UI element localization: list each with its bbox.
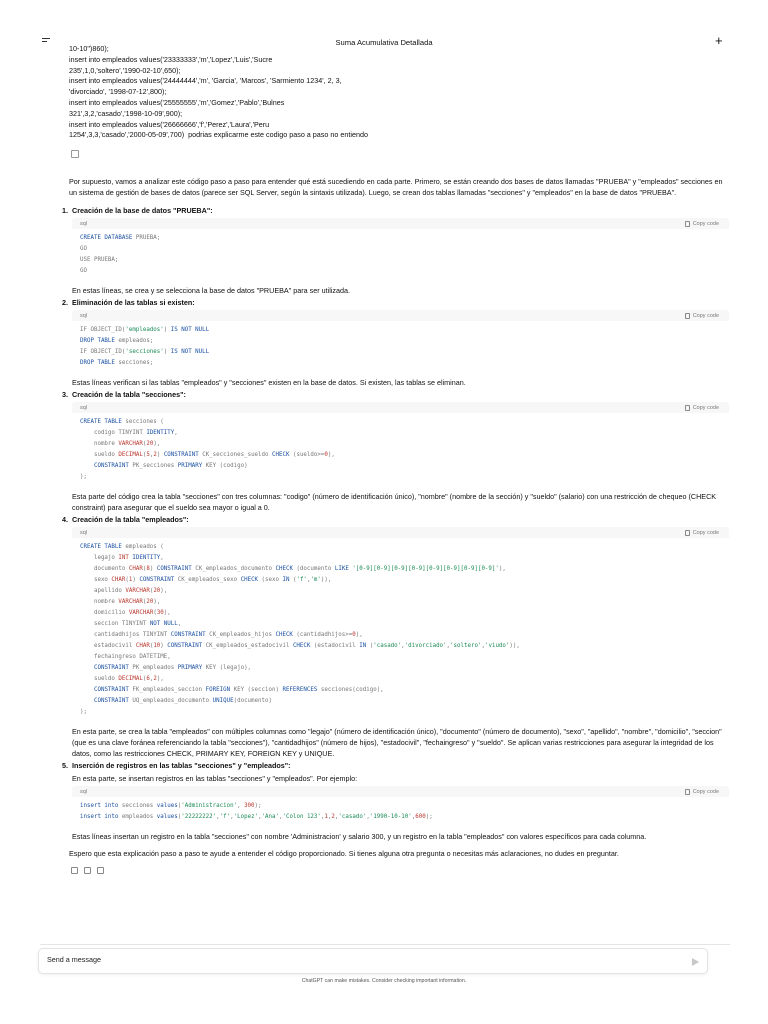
copy-code-button[interactable] xyxy=(685,404,719,412)
code-line: IF OBJECT_ID('secciones') IS NOT NULL xyxy=(80,349,210,355)
code-language-label: sql xyxy=(80,221,88,227)
copy-code-button[interactable] xyxy=(685,529,719,537)
code-line: codigo TINYINT IDENTITY, xyxy=(80,430,178,436)
code-line: CREATE TABLE empleados ( xyxy=(80,544,164,550)
user-message-line: 235',1,0,'soltero','1990-02-10',650); xyxy=(69,65,181,75)
user-message-line: 1254',3,3,'casado','2000-05-09',700) podrias explicarme este codigo paso a paso no entiendo xyxy=(69,130,368,140)
code-line: nombre VARCHAR(20), xyxy=(80,441,161,447)
conversation-area xyxy=(0,44,768,944)
message-input[interactable] xyxy=(47,955,667,964)
code-block xyxy=(72,402,729,487)
step-number: 1. xyxy=(62,206,68,215)
step-number: 2. xyxy=(62,298,68,307)
step-number: 4. xyxy=(62,515,68,524)
step-title: Creación de la tabla "secciones": xyxy=(72,390,186,399)
code-line: GO xyxy=(80,268,87,274)
code-line: insert into empleados values('22222222','f','Lopez','Ana','Colon 123',1,2,'casado','1990-10-10',600); xyxy=(80,814,433,820)
copy-code-label: Copy code xyxy=(692,221,719,227)
step-1 xyxy=(62,206,729,296)
message-composer xyxy=(38,948,708,974)
step-3 xyxy=(62,390,729,513)
code-line: sueldo DECIMAL(6,2), xyxy=(80,676,164,682)
step-explanation: Esta parte del código crea la tabla "secciones" con tres columnas: "codigo" (número de identificación único), "nombre" (nombre de la sección) y "sueldo" (salario) con una restricción de chequeo (CHECK constraint) para asegurar que el sueldo sea mayor o igual a 0. xyxy=(72,492,717,512)
clipboard-icon xyxy=(685,221,690,227)
code-line: cantidadhijos TINYINT CONSTRAINT CK_empleados_hijos CHECK (cantidadhijos>=0), xyxy=(80,632,363,638)
conversation-title: Suma Acumulativa Detallada xyxy=(335,38,433,47)
code-line: domicilio VARCHAR(30), xyxy=(80,610,171,616)
step-title: Inserción de registros en las tablas "secciones" y "empleados": xyxy=(72,761,291,770)
copy-code-label: Copy code xyxy=(692,405,719,411)
code-language-label: sql xyxy=(80,530,88,536)
code-line: insert into secciones values('Administracion', 300); xyxy=(80,803,262,809)
step-title: Eliminación de las tablas si existen: xyxy=(72,298,195,307)
step-explanation: Estas líneas verifican si las tablas "empleados" y "secciones" existen en la base de datos. Si existen, las tablas se eliminan. xyxy=(72,378,466,387)
step-number: 5. xyxy=(62,761,68,770)
user-message-line: insert into empleados values('26666666','f','Perez','Laura','Peru xyxy=(69,119,270,129)
code-line: seccion TINYINT NOT NULL, xyxy=(80,621,182,627)
code-line: GO xyxy=(80,246,87,252)
code-line: legajo INT IDENTITY, xyxy=(80,555,164,561)
code-block xyxy=(72,218,729,281)
code-content xyxy=(72,797,729,827)
code-line: USE PRUEBA; xyxy=(80,257,119,263)
divider xyxy=(40,944,730,945)
assistant-message xyxy=(62,176,729,874)
code-block xyxy=(72,786,729,827)
code-content xyxy=(72,321,729,373)
code-language-label: sql xyxy=(80,789,88,795)
code-line: documento CHAR(8) CONSTRAINT CK_empleados_documento CHECK (documento LIKE '[0-9][0-9][0-9][0-9][0-9][0-9][0-9][0-9]'), xyxy=(80,566,506,572)
thumbs-up-icon[interactable] xyxy=(84,867,91,874)
code-language-label: sql xyxy=(80,405,88,411)
code-line: DROP TABLE secciones; xyxy=(80,360,154,366)
edit-message-icon[interactable] xyxy=(71,150,79,158)
clipboard-icon xyxy=(685,405,690,411)
step-pre-text: En esta parte, se insertan registros en las tablas "secciones" y "empleados". Por ejemplo: xyxy=(72,774,358,783)
code-line: CONSTRAINT PK_secciones PRIMARY KEY (codigo) xyxy=(93,463,248,469)
code-content xyxy=(72,538,729,722)
code-line: apellido VARCHAR(20), xyxy=(80,588,168,594)
step-4 xyxy=(62,515,729,759)
user-message-line: 10-10")860); xyxy=(69,44,109,53)
code-block xyxy=(72,310,729,373)
step-explanation: Estas líneas insertan un registro en la tabla "secciones" con nombre 'Administracion' y salario 300, y un registro en la tabla "empleados" con valores específicos para cada columna. xyxy=(72,832,647,841)
code-content xyxy=(72,229,729,281)
user-message-line: insert into empleados values('23333333','m','Lopez','Luis','Sucre xyxy=(69,54,273,64)
step-explanation: En estas líneas, se crea y se selecciona la base de datos "PRUEBA" para ser utilizada. xyxy=(72,286,350,295)
code-line: CONSTRAINT FK_empleados_seccion FOREIGN KEY (seccion) REFERENCES secciones(codigo), xyxy=(93,687,384,693)
code-line: CONSTRAINT PK_empleados PRIMARY KEY (legajo), xyxy=(93,665,252,671)
copy-code-button[interactable] xyxy=(685,220,719,228)
step-title: Creación de la base de datos "PRUEBA": xyxy=(72,206,213,215)
code-line: CONSTRAINT UQ_empleados_documento UNIQUE(documento) xyxy=(93,698,272,704)
code-line: sueldo DECIMAL(5,2) CONSTRAINT CK_secciones_sueldo CHECK (sueldo>=0), xyxy=(80,452,335,458)
code-line: sexo CHAR(1) CONSTRAINT CK_empleados_sexo CHECK (sexo IN ('f','m')), xyxy=(80,577,332,583)
send-icon[interactable] xyxy=(692,958,699,966)
assistant-intro: Por supuesto, vamos a analizar este código paso a paso para entender qué está sucediendo en cada parte. Primero, se están creando dos bases de datos llamadas "PRUEBA" y "empleados" secciones en un sistema de gestión de bases de datos (parece ser SQL Server, según la sintaxis utilizada). Luego, se crean dos tablas llamadas "secciones" y "empleados" en la base de datos "PRUEBA". xyxy=(69,177,723,197)
step-explanation: En esta parte, se crea la tabla "empleados" con múltiples columnas como "legajo" (número de identificación único), "documento" (número de documento), "sexo", "apellido", "nombre", "domicilio", "seccion" (que es una clave foránea referenciando la tabla "secciones"), "cantidadhijos" (número de hijos), "estadocivil", "fechaingreso" y "sueldo". Se aplican varias restricciones para asegurar la integridad de los datos, como las restricciones CHECK, PRIMARY KEY, FOREIGN KEY y UNIQUE. xyxy=(72,727,722,758)
copy-code-button[interactable] xyxy=(685,788,719,796)
user-message xyxy=(69,44,709,141)
step-2 xyxy=(62,298,729,388)
code-line: ); xyxy=(80,709,87,715)
disclaimer: ChatGPT can make mistakes. Consider checking important information. xyxy=(301,978,467,984)
code-line: DROP TABLE empleados; xyxy=(80,338,154,344)
user-message-line: 321',3,2,'casado','1998-10-09',900); xyxy=(69,108,183,118)
step-5 xyxy=(62,761,729,842)
user-message-line: 'divorciado', '1998-07-12',800); xyxy=(69,87,167,97)
new-chat-icon[interactable]: + xyxy=(715,33,723,48)
user-message-line: insert into empleados values('24444444','m', 'Garcia', 'Marcos', 'Sarmiento 1234', 2, 3, xyxy=(69,76,342,86)
code-line: CREATE TABLE secciones ( xyxy=(80,419,164,425)
message-actions xyxy=(71,867,729,874)
code-line: nombre VARCHAR(20), xyxy=(80,599,161,605)
assistant-closing: Espero que esta explicación paso a paso te ayude a entender el código proporcionado. Si tienes alguna otra pregunta o necesitas más aclaraciones, no dudes en preguntar. xyxy=(69,849,619,858)
code-block xyxy=(72,527,729,722)
step-title: Creación de la tabla "empleados": xyxy=(72,515,189,524)
code-line: fechaingreso DATETIME, xyxy=(80,654,171,660)
thumbs-down-icon[interactable] xyxy=(97,867,104,874)
clipboard-icon xyxy=(685,530,690,536)
step-number: 3. xyxy=(62,390,68,399)
code-line: ); xyxy=(80,474,87,480)
code-line: estadocivil CHAR(10) CONSTRAINT CK_empleados_estadocivil CHECK (estadocivil IN ('casado','divorciado','soltero','viudo')), xyxy=(80,643,520,649)
copy-code-button[interactable] xyxy=(685,312,719,320)
user-message-line: insert into empleados values('25555555','m','Gomez','Pablo','Bulnes xyxy=(69,97,285,107)
copy-code-label: Copy code xyxy=(692,789,719,795)
code-content xyxy=(72,413,729,487)
copy-icon[interactable] xyxy=(71,867,78,874)
code-line: CREATE DATABASE PRUEBA; xyxy=(80,235,161,241)
clipboard-icon xyxy=(685,313,690,319)
code-language-label: sql xyxy=(80,313,88,319)
code-line: IF OBJECT_ID('empleados') IS NOT NULL xyxy=(80,327,210,333)
clipboard-icon xyxy=(685,789,690,795)
copy-code-label: Copy code xyxy=(692,313,719,319)
copy-code-label: Copy code xyxy=(692,530,719,536)
